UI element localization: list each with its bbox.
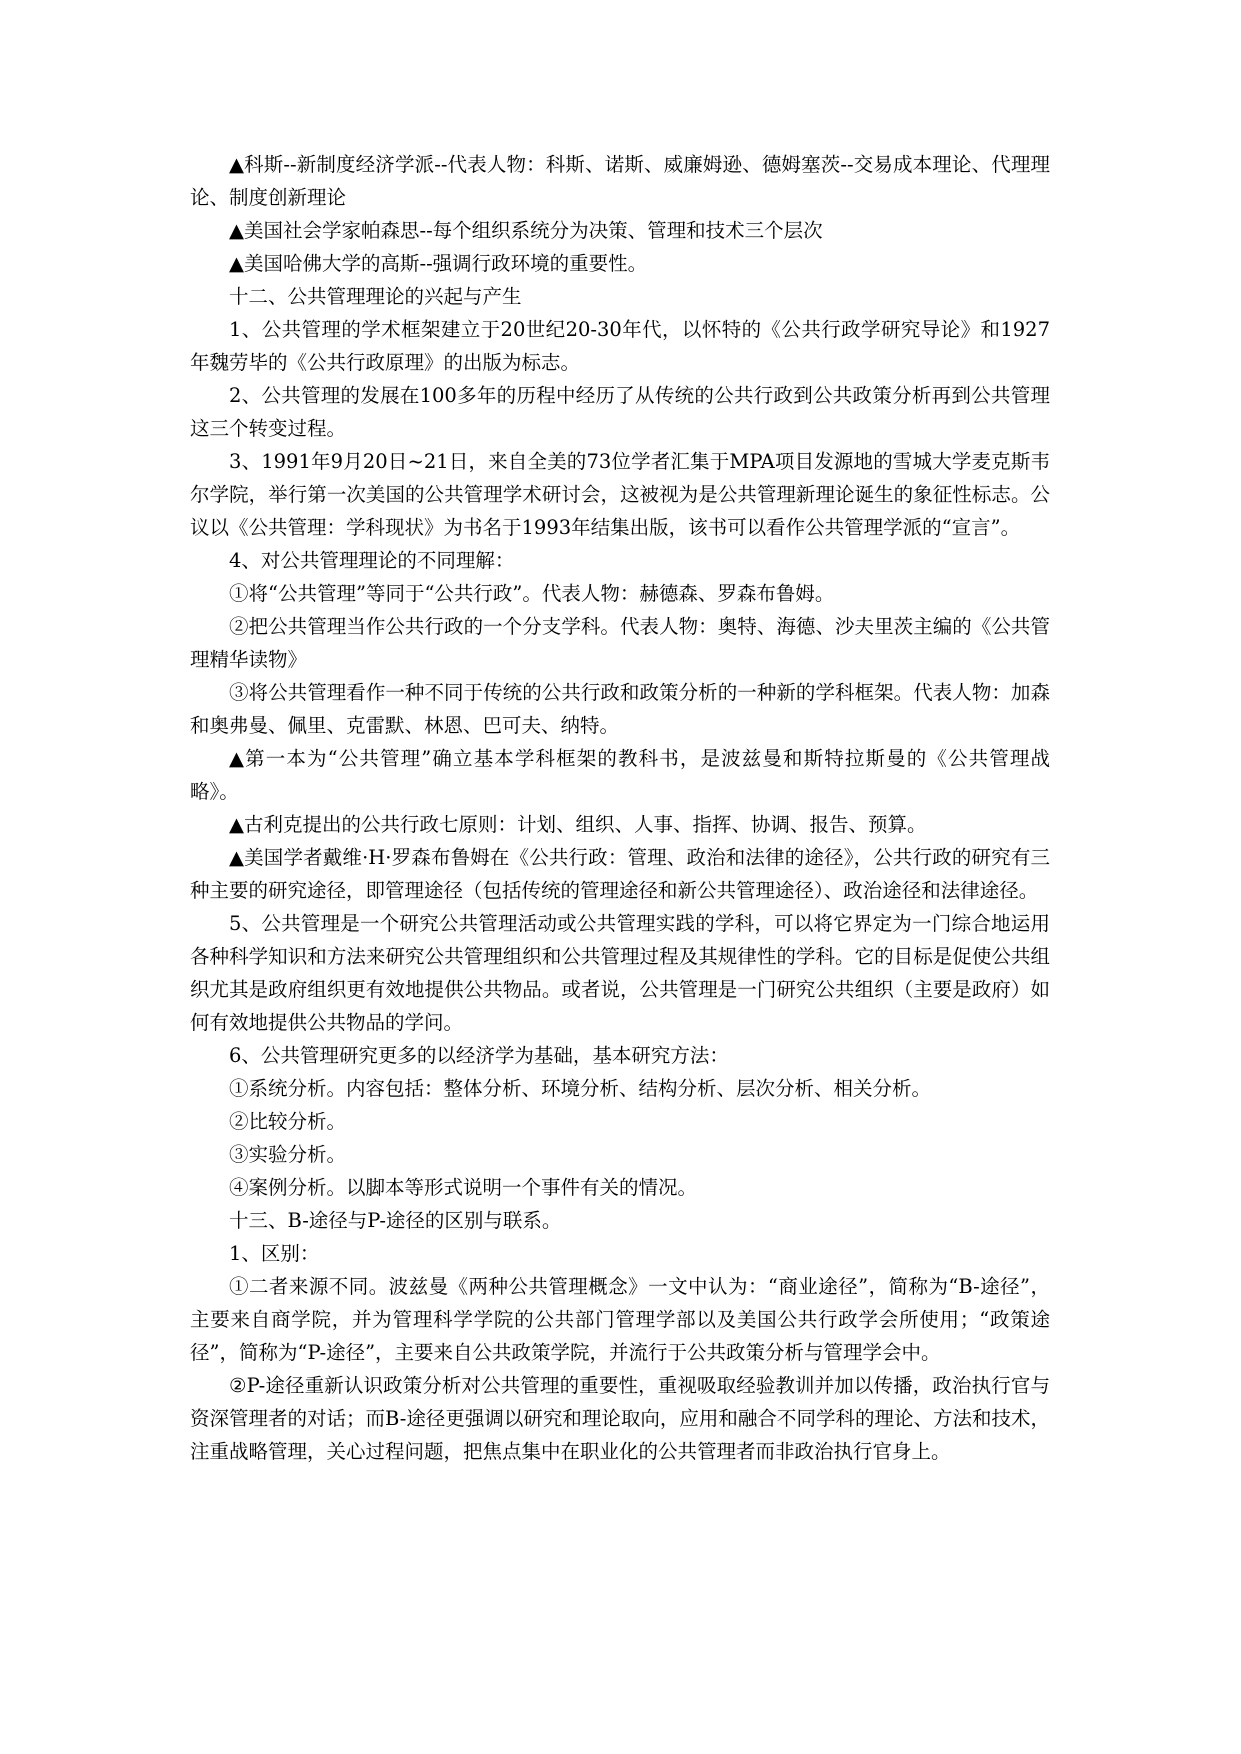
- list-item: ①二者来源不同。波兹曼《两种公共管理概念》一文中认为：“商业途径”，简称为“B-途径”，主要来自商学院，并为管理科学学院的公共部门管理学部以及美国公共行政学会所使用；“政策途径”，简称为“P-途径”，主要来自公共政策学院，并流行于公共政策分析与管理学会中。: [190, 1275, 1050, 1364]
- list-item: ②把公共管理当作公共行政的一个分支学科。代表人物：奥特、海德、沙夫里茨主编的《公共管理精华读物》: [190, 615, 1050, 671]
- section-heading: 十三、B-途径与P-途径的区别与联系。: [229, 1209, 562, 1232]
- paragraph: 6、公共管理研究更多的以经济学为基础，基本研究方法：: [229, 1044, 729, 1067]
- document-body: [190, 148, 1050, 1468]
- paragraph: 2、公共管理的发展在100多年的历程中经历了从传统的公共行政到公共政策分析再到公共管理这三个转变过程。: [190, 384, 1050, 440]
- list-item: ②P-途径重新认识政策分析对公共管理的重要性，重视吸取经验教训并加以传播，政治执行官与资深管理者的对话；而B-途径更强调以研究和理论取向，应用和融合不同学科的理论、方法和技术，注重战略管理，关心过程问题，把焦点集中在职业化的公共管理者而非政治执行官身上。: [190, 1374, 1050, 1463]
- paragraph: 5、公共管理是一个研究公共管理活动或公共管理实践的学科，可以将它界定为一门综合地运用各种科学知识和方法来研究公共管理组织和公共管理过程及其规律性的学科。它的目标是促使公共组织尤其是政府组织更有效地提供公共物品。或者说，公共管理是一门研究公共组织（主要是政府）如何有效地提供公共物品的学问。: [190, 912, 1050, 1034]
- paragraph: 3、1991年9月20日~21日，来自全美的73位学者汇集于MPA项目发源地的雪城大学麦克斯韦尔学院，举行第一次美国的公共管理学术研讨会，这被视为是公共管理新理论诞生的象征性标志。公议以《公共管理：学科现状》为书名于1993年结集出版，该书可以看作公共管理学派的“宣言”。: [190, 450, 1050, 539]
- paragraph: ▲美国哈佛大学的高斯--强调行政环境的重要性。: [229, 252, 648, 275]
- paragraph: 1、公共管理的学术框架建立于20世纪20-30年代，以怀特的《公共行政学研究导论》和1927年魏劳毕的《公共行政原理》的出版为标志。: [190, 318, 1050, 374]
- section-heading: 十二、公共管理理论的兴起与产生: [229, 285, 522, 308]
- list-item: ②比较分析。: [229, 1110, 347, 1133]
- paragraph: 1、区别：: [229, 1242, 320, 1265]
- paragraph: ▲美国学者戴维·H·罗森布鲁姆在《公共行政：管理、政治和法律的途径》，公共行政的研究有三种主要的研究途径，即管理途径（包括传统的管理途径和新公共管理途径）、政治途径和法律途径。: [190, 846, 1050, 902]
- paragraph: 4、对公共管理理论的不同理解：: [229, 549, 515, 572]
- list-item: ①将“公共管理”等同于“公共行政”。代表人物：赫德森、罗森布鲁姆。: [229, 582, 835, 605]
- list-item: ③实验分析。: [229, 1143, 347, 1166]
- paragraph: ▲古利克提出的公共行政七原则：计划、组织、人事、指挥、协调、报告、预算。: [229, 813, 927, 836]
- list-item: ④案例分析。以脚本等形式说明一个事件有关的情况。: [229, 1176, 698, 1199]
- paragraph: ▲科斯--新制度经济学派--代表人物：科斯、诺斯、威廉姆逊、德姆塞茨--交易成本理论、代理理论、制度创新理论: [190, 153, 1050, 209]
- paragraph: ▲美国社会学家帕森思--每个组织系统分为决策、管理和技术三个层次: [229, 219, 823, 242]
- list-item: ①系统分析。内容包括：整体分析、环境分析、结构分析、层次分析、相关分析。: [229, 1077, 932, 1100]
- paragraph: ▲第一本为“公共管理”确立基本学科框架的教科书，是波兹曼和斯特拉斯曼的《公共管理战略》。: [190, 747, 1050, 803]
- list-item: ③将公共管理看作一种不同于传统的公共行政和政策分析的一种新的学科框架。代表人物：加森和奥弗曼、佩里、克雷默、林恩、巴可夫、纳特。: [190, 681, 1050, 737]
